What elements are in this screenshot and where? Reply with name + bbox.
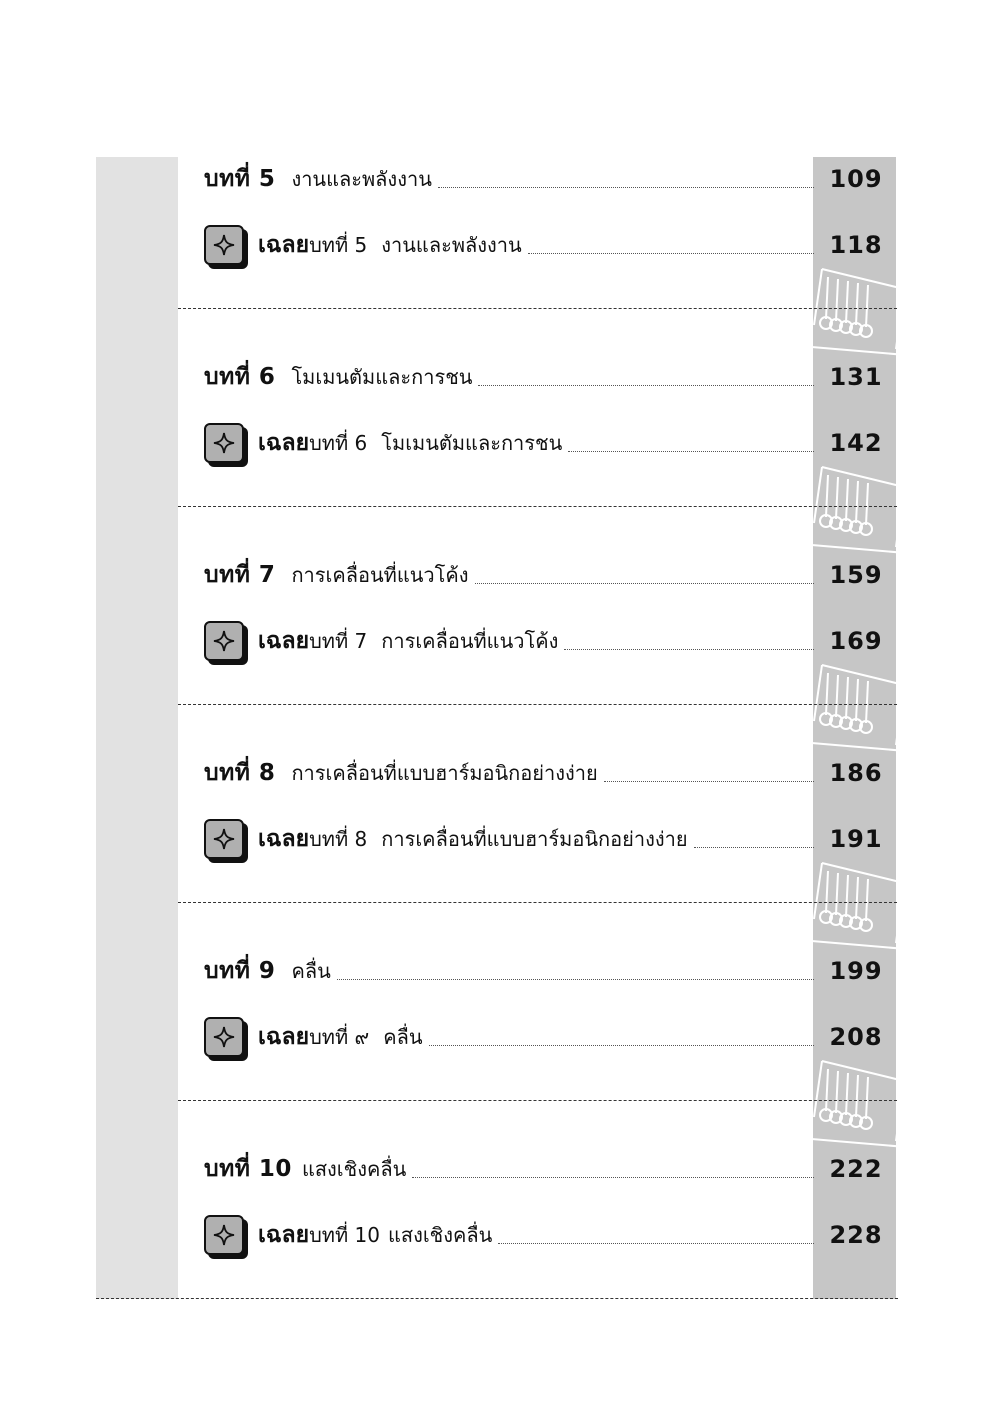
section-divider — [178, 704, 897, 705]
diamond-star-icon — [204, 819, 244, 859]
section-divider — [178, 902, 897, 903]
leader-line — [528, 248, 814, 254]
answer-label: เฉลย — [258, 1024, 310, 1050]
chapter-label: บทที่ 10 — [204, 1156, 292, 1182]
answer-chapter-ref: บทที่ 8 — [309, 827, 368, 851]
page-number: 142 — [829, 429, 883, 457]
leader-line — [694, 842, 814, 848]
toc-entry-answer-9[interactable] — [204, 1014, 890, 1060]
toc-entry-answer-10[interactable] — [204, 1212, 890, 1258]
leader-line — [498, 1238, 814, 1244]
section-divider — [178, 506, 897, 507]
diamond-star-icon — [204, 1017, 244, 1057]
toc-entry-chapter-8[interactable] — [204, 750, 890, 796]
toc-entry-answer-6[interactable] — [204, 420, 890, 466]
left-margin-strip — [96, 157, 178, 1299]
diamond-star-icon — [204, 225, 244, 265]
page-number: 208 — [829, 1023, 883, 1051]
chapter-label: บทที่ 9 — [204, 958, 276, 984]
leader-line — [564, 644, 814, 650]
leader-line — [337, 974, 814, 980]
answer-chapter-ref: บทที่ 10 — [309, 1223, 380, 1247]
page-number: 199 — [829, 957, 883, 985]
answer-chapter-ref: บทที่ 5 — [309, 233, 368, 257]
diamond-star-icon — [204, 621, 244, 661]
leader-line — [429, 1040, 815, 1046]
answer-title: โมเมนตัมและการชน — [381, 431, 563, 455]
leader-line — [604, 776, 814, 782]
toc-entry-chapter-10[interactable] — [204, 1146, 890, 1192]
chapter-label: บทที่ 7 — [204, 562, 276, 588]
page-number: 228 — [829, 1221, 883, 1249]
bottom-divider — [96, 1298, 898, 1299]
toc-entry-answer-7[interactable] — [204, 618, 890, 664]
toc-entry-chapter-7[interactable] — [204, 552, 890, 598]
page-number: 191 — [829, 825, 883, 853]
chapter-title: งานและพลังงาน — [291, 167, 432, 191]
page-number: 222 — [829, 1155, 883, 1183]
answer-chapter-ref: บทที่ 6 — [309, 431, 368, 455]
chapter-title: คลื่น — [291, 959, 331, 983]
answer-title: การเคลื่อนที่แนวโค้ง — [381, 629, 559, 653]
page-number: 186 — [829, 759, 883, 787]
chapter-label: บทที่ 5 — [204, 166, 276, 192]
leader-line — [475, 578, 814, 584]
diamond-star-icon — [204, 423, 244, 463]
toc-entry-chapter-6[interactable] — [204, 354, 890, 400]
leader-line — [568, 446, 814, 452]
page-number: 118 — [829, 231, 883, 259]
answer-label: เฉลย — [258, 232, 310, 258]
page-number: 109 — [829, 165, 883, 193]
toc-entry-answer-5[interactable] — [204, 222, 890, 268]
answer-label: เฉลย — [258, 1222, 310, 1248]
page-number: 131 — [829, 363, 883, 391]
answer-chapter-ref: บทที่ ๙ — [309, 1025, 370, 1049]
leader-line — [478, 380, 814, 386]
answer-title: งานและพลังงาน — [381, 233, 522, 257]
answer-title: การเคลื่อนที่แบบฮาร์มอนิกอย่างง่าย — [381, 827, 688, 851]
chapter-label: บทที่ 8 — [204, 760, 276, 786]
answer-label: เฉลย — [258, 628, 310, 654]
answer-label: เฉลย — [258, 430, 310, 456]
toc-entry-chapter-9[interactable] — [204, 948, 890, 994]
page-number: 159 — [829, 561, 883, 589]
chapter-title: แสงเชิงคลื่น — [301, 1157, 407, 1181]
diamond-star-icon — [204, 1215, 244, 1255]
chapter-label: บทที่ 6 — [204, 364, 276, 390]
chapter-title: โมเมนตัมและการชน — [291, 365, 473, 389]
leader-line — [412, 1172, 814, 1178]
answer-label: เฉลย — [258, 826, 310, 852]
chapter-title: การเคลื่อนที่แบบฮาร์มอนิกอย่างง่าย — [291, 761, 598, 785]
section-divider — [178, 1100, 897, 1101]
answer-chapter-ref: บทที่ 7 — [309, 629, 368, 653]
leader-line — [438, 182, 814, 188]
answer-title: คลื่น — [383, 1025, 423, 1049]
toc-entry-chapter-5[interactable] — [204, 156, 890, 202]
answer-title: แสงเชิงคลื่น — [387, 1223, 493, 1247]
section-divider — [178, 308, 897, 309]
chapter-title: การเคลื่อนที่แนวโค้ง — [291, 563, 469, 587]
page-number: 169 — [829, 627, 883, 655]
toc-entry-answer-8[interactable] — [204, 816, 890, 862]
